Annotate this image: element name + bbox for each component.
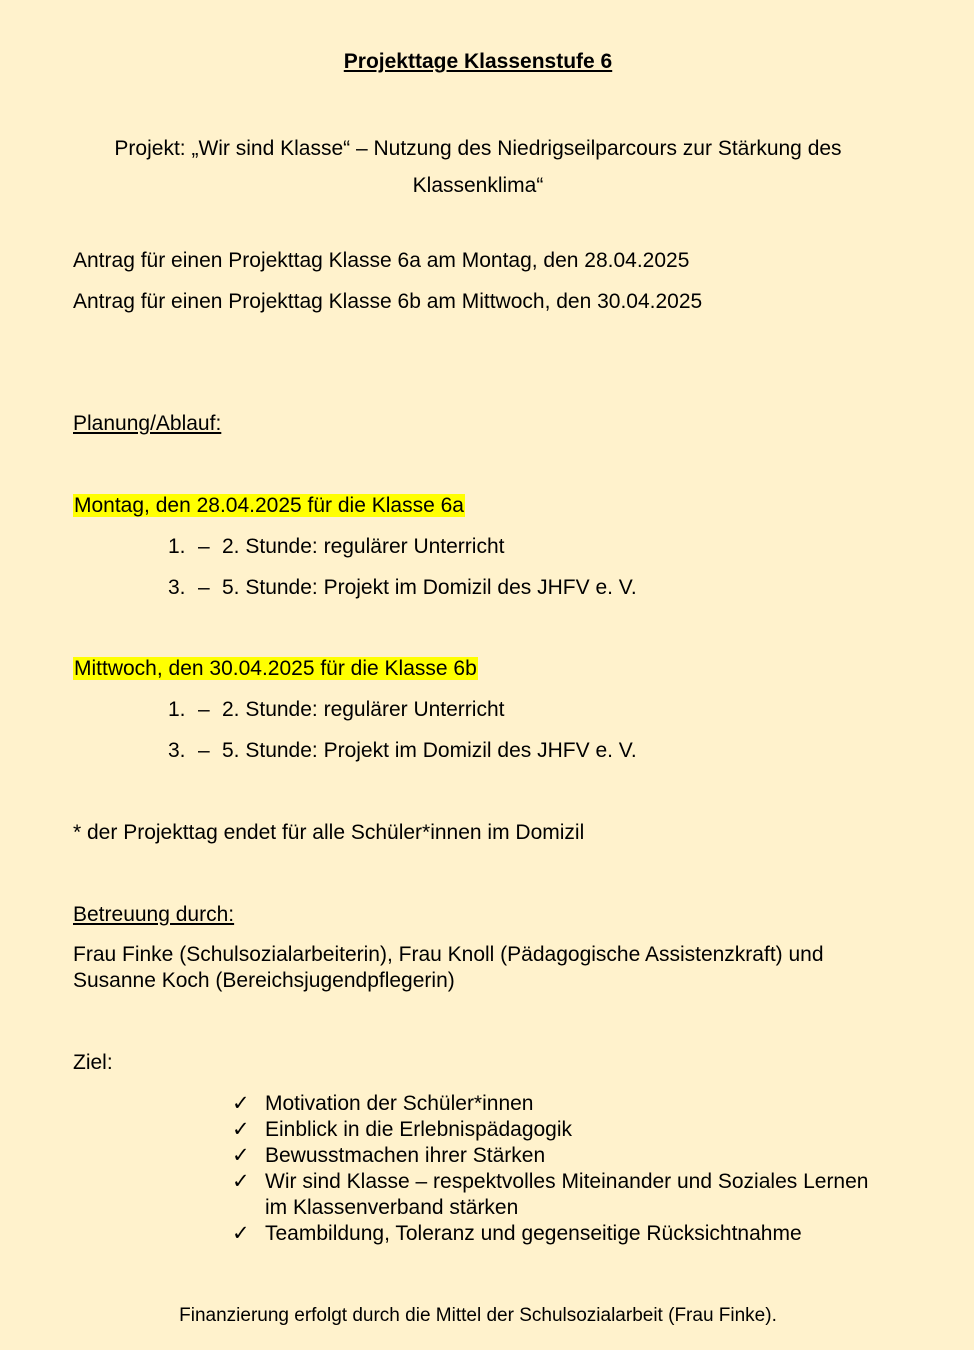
day1-heading [73,492,465,520]
step-text: 5. Stunde: Projekt im Domizil des JHFV e. V. [222,576,637,599]
day2-step-2 [168,737,637,765]
goal-text: Wir sind Klasse – respektvolles Miteinander und Soziales Lernen im Klassenverband stärken [265,1170,869,1219]
goal-item [232,1117,892,1143]
step-number: 1. [168,698,186,721]
step-dash: – [198,698,210,721]
supervision-line-1: Frau Finke (Schulsozialarbeiterin), Frau Knoll (Pädagogische Assistenzkraft) und [73,943,824,966]
goal-text: Teambildung, Toleranz und gegenseitige Rücksichtnahme [265,1222,802,1245]
day1-step-1 [168,533,504,561]
step-dash: – [198,576,210,599]
checkmark-icon: ✓ [232,1118,250,1141]
goal-text: Einblick in die Erlebnispädagogik [265,1118,573,1141]
checkmark-icon: ✓ [232,1222,250,1245]
day1-step-2 [168,574,637,602]
goal-item [232,1143,892,1169]
goal-text: Motivation der Schüler*innen [265,1092,534,1115]
request-6b: Antrag für einen Projekttag Klasse 6b am Mittwoch, den 30.04.2025 [73,290,703,313]
day2-step-1 [168,696,504,724]
goal-heading: Ziel: [73,1051,113,1074]
checkmark-icon: ✓ [232,1092,250,1115]
goal-item [232,1169,892,1221]
step-dash: – [198,739,210,762]
goal-item [232,1091,892,1117]
day1-heading-text: Montag, den 28.04.2025 für die Klasse 6a [74,494,464,517]
financing-note: Finanzierung erfolgt durch die Mittel der Schulsozialarbeit (Frau Finke). [179,1305,777,1326]
supervision-heading: Betreuung durch: [73,903,235,926]
step-text: 5. Stunde: Projekt im Domizil des JHFV e. V. [222,739,637,762]
step-text: 2. Stunde: regulärer Unterricht [222,535,505,558]
supervision-text [73,942,824,994]
checkmark-icon: ✓ [232,1170,250,1193]
day2-heading [73,655,478,683]
step-text: 2. Stunde: regulärer Unterricht [222,698,505,721]
step-number: 1. [168,535,186,558]
request-6a: Antrag für einen Projekttag Klasse 6a am Montag, den 28.04.2025 [73,249,690,272]
document-title: Projekttage Klassenstufe 6 [343,50,613,73]
step-number: 3. [168,576,186,599]
checkmark-icon: ✓ [232,1144,250,1167]
supervision-line-2: Susanne Koch (Bereichsjugendpflegerin) [73,969,455,992]
planning-heading: Planung/Ablauf: [73,412,222,435]
step-dash: – [198,535,210,558]
day2-heading-text: Mittwoch, den 30.04.2025 für die Klasse 6b [74,657,477,680]
footnote: * der Projekttag endet für alle Schüler*innen im Domizil [73,821,585,844]
project-subtitle: Projekt: „Wir sind Klasse“ – Nutzung des Niedrigseilparcours zur Stärkung des Klassenklima“ [114,137,842,197]
goal-text: Bewusstmachen ihrer Stärken [265,1144,546,1167]
step-number: 3. [168,739,186,762]
goal-list [232,1091,892,1247]
goal-item [232,1221,892,1247]
